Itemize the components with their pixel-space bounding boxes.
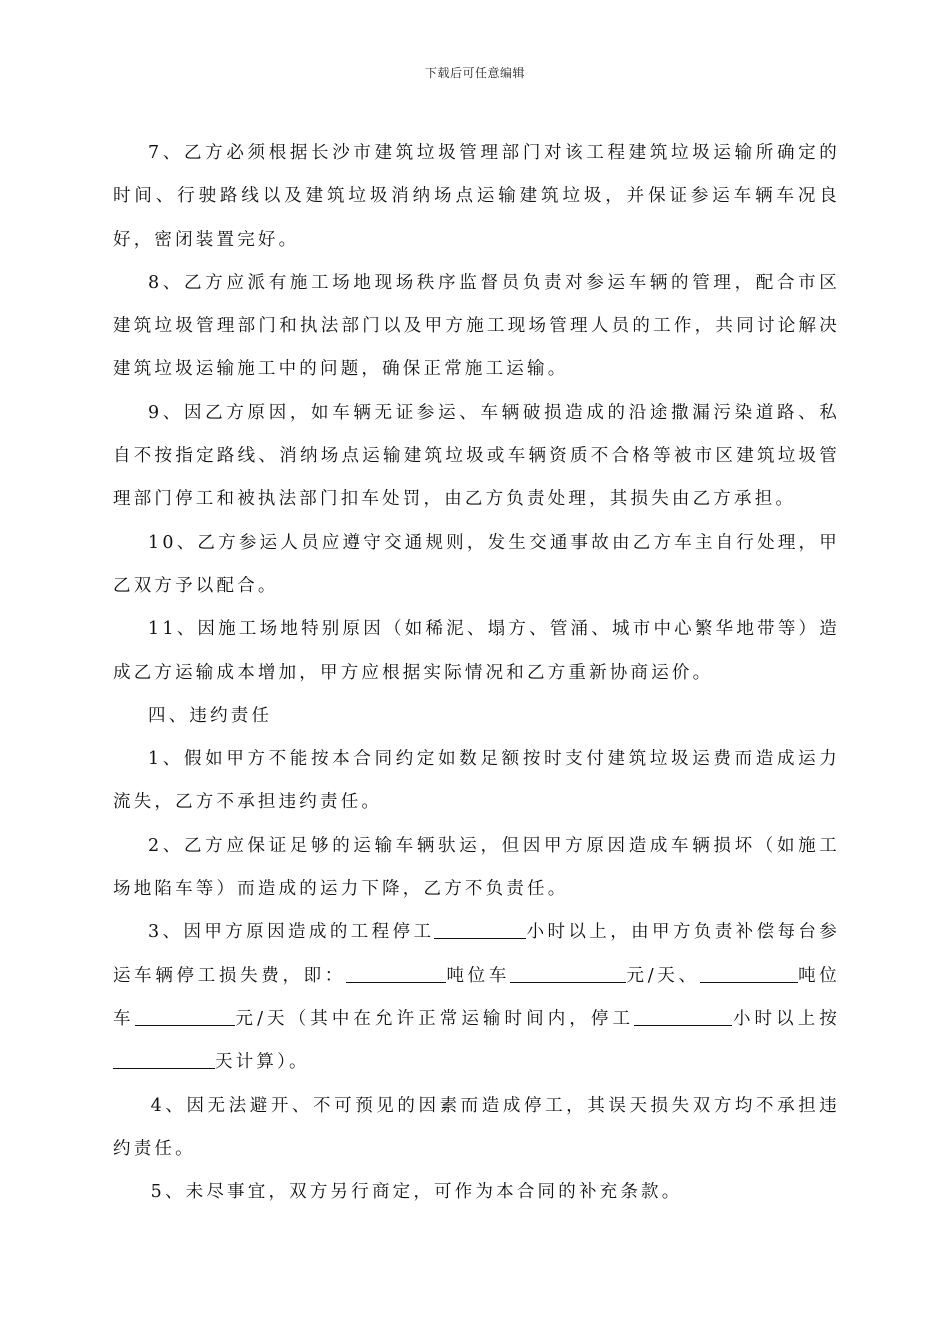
clause-11: 11、因施工场地特别原因（如稀泥、塌方、管涌、城市中心繁华地带等）造成乙方运输成本增加，甲方应根据实际情况和乙方重新协商运价。 xyxy=(113,619,840,683)
breach-item-1: 1、假如甲方不能按本合同约定如数足额按时支付建筑垃圾运费而造成运力流失，乙方不承担违约责任。 xyxy=(113,749,840,813)
breach-item-3-text-5: 吨位车 xyxy=(113,965,841,1029)
breach-item-5: 5、未尽事宜，双方另行商定，可作为本合同的补充条款。 xyxy=(150,1182,683,1203)
clause-9: 9、因乙方原因，如车辆无证参运、车辆破损造成的沿途撒漏污染道路、私自不按指定路线、消纳场点运输建筑垃圾或车辆资质不合格等被市区建筑垃圾管理部门停工和被执法部门扣车处罚，由乙方负责处理，其损失由乙方承担。 xyxy=(113,402,840,510)
breach-item-3-text-7: 小时以上按 xyxy=(732,1008,841,1029)
breach-item-3-text-3: 吨位车 xyxy=(446,965,511,986)
blank-rate-1 xyxy=(510,964,626,983)
breach-item-3-text-8: 天计算）。 xyxy=(215,1052,310,1073)
breach-item-3-text-2: 小时以上，由甲方负责补偿每台参运车辆停工损失费，即： xyxy=(113,922,841,986)
breach-item-3 xyxy=(113,911,840,1084)
clause-10: 10、乙方参运人员应遵守交通规则，发生交通事故由乙方车主自行处理，甲乙双方予以配合。 xyxy=(113,532,840,596)
clause-8: 8、乙方应派有施工场地现场秩序监督员负责对参运车辆的管理，配合市区建筑垃圾管理部门和执法部门以及甲方施工现场管理人员的工作，共同讨论解决建筑垃圾运输施工中的问题，确保正常施工运输。 xyxy=(113,272,840,380)
blank-tonnage-1 xyxy=(346,964,446,983)
blank-days xyxy=(113,1051,215,1070)
blank-rate-2 xyxy=(135,1007,235,1026)
breach-item-2: 2、乙方应保证足够的运输车辆驮运，但因甲方原因造成车辆损坏（如施工场地陷车等）而造成的运力下降，乙方不负责任。 xyxy=(113,835,840,900)
blank-hours-threshold xyxy=(634,1007,732,1026)
blank-stop-hours xyxy=(434,921,526,940)
section-heading-breach: 四、违约责任 xyxy=(148,705,273,726)
breach-item-3-text-6: 元/天（其中在允许正常运输时间内，停工 xyxy=(234,1008,635,1029)
contract-body xyxy=(113,132,840,1214)
breach-item-3-text-4: 元/天、 xyxy=(626,965,700,986)
page-header: 下载后可任意编辑 xyxy=(424,66,525,80)
breach-item-3-text-1: 3、因甲方原因造成的工程停工 xyxy=(148,922,435,943)
breach-item-4: 4、因无法避开、不可预见的因素而造成停工，其误天损失双方均不承担违约责任。 xyxy=(113,1095,840,1159)
blank-tonnage-2 xyxy=(700,964,798,983)
clause-7: 7、乙方必须根据长沙市建筑垃圾管理部门对该工程建筑垃圾运输所确定的时间、行驶路线以及建筑垃圾消纳场点运输建筑垃圾，并保证参运车辆车况良好，密闭装置完好。 xyxy=(113,143,840,250)
